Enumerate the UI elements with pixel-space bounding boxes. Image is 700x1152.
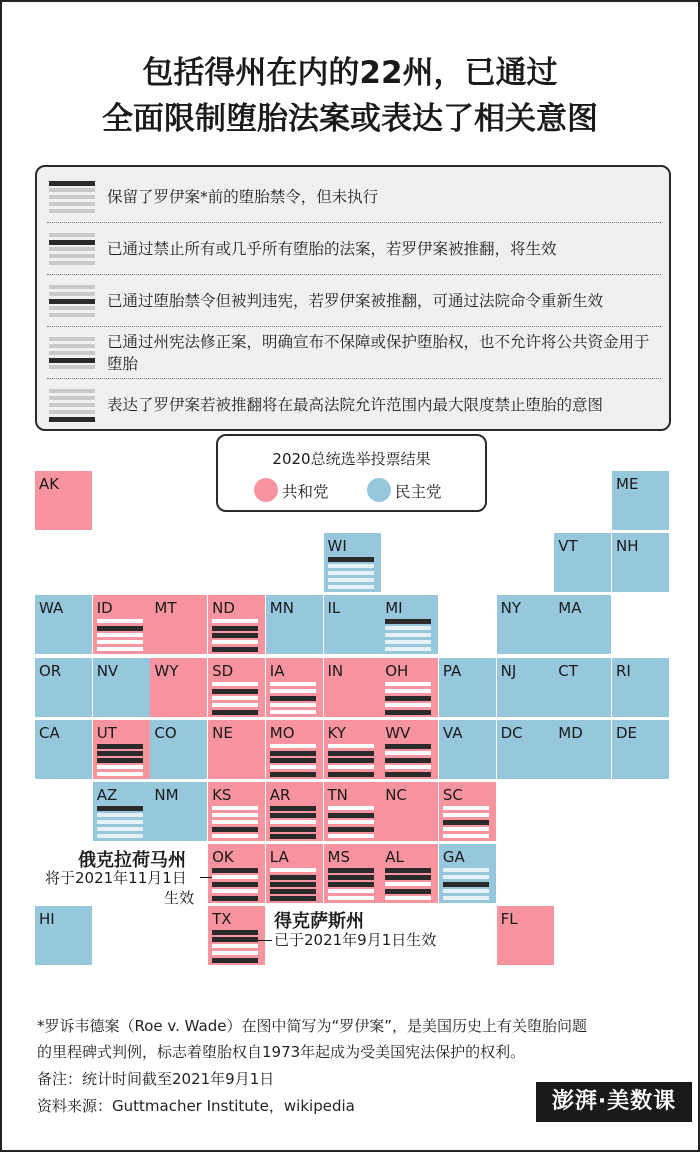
- legend-bar-active: [49, 181, 95, 186]
- category-bar: [443, 834, 489, 838]
- category-bar-active: [212, 868, 258, 873]
- legend-bar: [49, 365, 95, 369]
- category-bar: [385, 703, 431, 707]
- legend-bar: [49, 254, 95, 258]
- title-line-2: 全面限制堕胎法案或表达了相关意图: [102, 101, 598, 137]
- oklahoma-annotation-line1: 将于2021年11月1日: [45, 869, 187, 887]
- legend-bar: [49, 389, 95, 393]
- state-abbr: NE: [212, 723, 233, 742]
- legend-bar: [49, 233, 95, 237]
- state-tile-ar: [266, 782, 323, 841]
- category-bar-active: [212, 633, 258, 638]
- state-category-bars: [328, 868, 374, 900]
- category-bar: [328, 806, 374, 810]
- state-category-bars: [212, 930, 258, 962]
- state-category-bars: [270, 744, 316, 776]
- category-bar: [212, 619, 258, 623]
- category-bar-active: [385, 875, 431, 880]
- category-bar: [270, 710, 316, 714]
- oklahoma-leader-line: [200, 877, 212, 878]
- category-bar-active: [385, 889, 431, 894]
- state-tile-vt: [554, 533, 611, 592]
- category-bar: [97, 834, 143, 838]
- state-abbr: UT: [96, 723, 117, 742]
- legend-text: 已通过堕胎禁令但被判违宪，若罗伊案被推翻，可通过法院命令重新生效: [107, 291, 604, 310]
- legend-bar: [49, 209, 95, 213]
- category-bar-active: [97, 751, 143, 756]
- category-legend: [35, 165, 671, 431]
- state-abbr: OH: [385, 661, 409, 680]
- state-abbr: SD: [212, 661, 234, 680]
- category-bar: [328, 744, 374, 748]
- state-abbr: IA: [269, 661, 285, 680]
- category-bar: [212, 682, 258, 686]
- state-abbr: DE: [616, 723, 638, 742]
- category-bar-active: [328, 772, 374, 777]
- state-category-bars: [443, 806, 489, 838]
- texas-annotation-title: 得克萨斯州: [274, 911, 364, 932]
- category-bar: [385, 647, 431, 651]
- state-tile-wv: [381, 720, 438, 779]
- category-bar-active: [328, 827, 374, 832]
- legend-bar: [49, 306, 95, 310]
- legend-row-0: [47, 171, 661, 223]
- category-bar-active: [270, 896, 316, 901]
- category-bar: [443, 827, 489, 831]
- category-bar-active: [270, 889, 316, 894]
- category-bar-active: [328, 751, 374, 756]
- state-abbr: TX: [212, 910, 232, 929]
- state-abbr: IL: [327, 599, 341, 618]
- party-legend-title: 2020总统选举投票结果: [272, 450, 431, 468]
- legend-bar: [49, 396, 95, 400]
- category-bar-active: [385, 710, 431, 715]
- state-abbr: MD: [558, 723, 583, 742]
- state-abbr: NV: [96, 661, 119, 680]
- category-bar-active: [385, 619, 431, 624]
- category-bar-active: [385, 744, 431, 749]
- state-category-bars: [97, 806, 143, 838]
- category-bar-active: [212, 937, 258, 942]
- state-abbr: MS: [327, 848, 350, 867]
- category-bar-active: [270, 827, 316, 832]
- category-bar: [328, 896, 374, 900]
- state-abbr: VA: [442, 723, 463, 742]
- state-abbr: MT: [154, 599, 177, 618]
- state-abbr: KS: [212, 786, 232, 804]
- state-tile-in: [324, 658, 381, 717]
- state-category-bars: [97, 619, 143, 651]
- category-bar-active: [328, 758, 374, 763]
- state-tile-hi: [35, 906, 92, 965]
- legend-bar-active: [49, 240, 95, 245]
- state-category-bars: [328, 744, 374, 776]
- category-bar-active: [270, 758, 316, 763]
- state-abbr: OR: [39, 661, 62, 680]
- oklahoma-annotation-title: 俄克拉荷马州: [78, 850, 186, 871]
- legend-row-4: [47, 379, 661, 431]
- legend-bar: [49, 403, 95, 407]
- category-bar: [270, 820, 316, 824]
- state-tile-wa: [35, 595, 92, 654]
- state-abbr: ME: [616, 475, 639, 493]
- state-tile-nh: [612, 533, 669, 592]
- category-bar-active: [212, 827, 258, 832]
- category-bar: [212, 813, 258, 817]
- category-bar-active: [385, 868, 431, 873]
- category-bar-active: [270, 772, 316, 777]
- state-category-bars: [443, 868, 489, 900]
- footnote-note: 备注：统计时间截至2021年9月1日: [37, 1070, 275, 1088]
- category-bar-active: [328, 813, 374, 818]
- category-bar: [97, 813, 143, 817]
- footnote-line-1: *罗诉韦德案（Roe v. Wade）在图中简写为“罗伊案”，是美国历史上有关堕胎问题: [37, 1017, 588, 1035]
- legend-bar: [49, 410, 95, 414]
- state-category-bars: [270, 868, 316, 900]
- legend-text: 表达了罗伊案若被推翻将在最高法院允许范围内最大限度禁止堕胎的意图: [107, 396, 604, 414]
- state-tile-id: [93, 595, 150, 654]
- category-bar: [97, 619, 143, 623]
- legend-bar: [49, 292, 95, 296]
- state-tile-ny: [497, 595, 554, 654]
- state-category-bars: [97, 744, 143, 776]
- state-abbr: ND: [212, 599, 235, 618]
- category-bar: [328, 585, 374, 589]
- state-tile-ky: [324, 720, 381, 779]
- category-bar-active: [212, 689, 258, 694]
- legend-bars-icon: [49, 181, 95, 215]
- legend-bar: [49, 247, 95, 251]
- category-bar: [385, 633, 431, 637]
- category-bar-active: [328, 882, 374, 887]
- category-bar: [385, 640, 431, 644]
- democrat-dot-icon: [367, 478, 391, 502]
- category-bar-active: [328, 875, 374, 880]
- state-abbr: MI: [385, 599, 403, 618]
- category-bar: [328, 834, 374, 838]
- state-tile-oh: [381, 658, 438, 717]
- category-bar: [270, 689, 316, 693]
- category-bar: [270, 744, 316, 748]
- category-bar-active: [212, 958, 258, 963]
- state-tile-me: [612, 471, 669, 530]
- legend-bar-active: [49, 417, 95, 422]
- state-abbr: CA: [39, 723, 60, 742]
- category-bar: [328, 820, 374, 824]
- legend-bars-icon: [49, 285, 95, 319]
- legend-row-2: [47, 275, 661, 327]
- republican-dot-icon: [254, 478, 278, 502]
- category-bar: [385, 882, 431, 886]
- state-tile-il: [324, 595, 381, 654]
- state-tile-mo: [266, 720, 323, 779]
- category-bar-active: [443, 882, 489, 887]
- category-bar: [385, 751, 431, 755]
- state-category-bars: [385, 682, 431, 714]
- legend-bar: [49, 285, 95, 289]
- state-category-bars: [385, 868, 431, 900]
- category-bar-active: [328, 868, 374, 873]
- footnote-source: 资料来源：Guttmacher Institute，wikipedia: [37, 1097, 355, 1115]
- state-abbr: NY: [500, 599, 521, 618]
- legend-text: 保留了罗伊案*前的堕胎禁令，但未执行: [107, 187, 379, 206]
- state-abbr: MA: [558, 599, 582, 618]
- party-legend: [216, 434, 487, 512]
- category-bar-active: [385, 696, 431, 701]
- category-bar: [212, 640, 258, 644]
- state-tile-ks: [208, 782, 265, 841]
- category-bar: [97, 772, 143, 776]
- category-bar-active: [212, 626, 258, 631]
- republican-label: 共和党: [282, 483, 329, 501]
- category-bar: [212, 834, 258, 838]
- state-tile-de: [612, 720, 669, 779]
- category-bar-active: [270, 696, 316, 701]
- category-bar: [385, 626, 431, 630]
- state-tile-sd: [208, 658, 265, 717]
- state-tile-or: [35, 658, 92, 717]
- category-bar-active: [212, 882, 258, 887]
- state-abbr: AR: [269, 786, 291, 804]
- state-abbr: MO: [269, 723, 295, 742]
- category-bar: [443, 896, 489, 900]
- state-category-bars: [212, 868, 258, 900]
- state-category-bars: [328, 557, 374, 589]
- state-abbr: LA: [269, 848, 289, 867]
- legend-bars-icon: [49, 337, 95, 371]
- state-tile-ne: [208, 720, 265, 779]
- state-abbr: AK: [39, 475, 60, 493]
- category-bar: [97, 647, 143, 651]
- state-abbr: HI: [39, 910, 55, 929]
- category-bar: [385, 682, 431, 686]
- state-tile-ma: [554, 595, 611, 654]
- state-abbr: RI: [616, 661, 631, 680]
- category-bar: [212, 820, 258, 824]
- state-abbr: WY: [154, 661, 179, 680]
- category-bar: [328, 889, 374, 893]
- state-abbr: NC: [385, 786, 407, 804]
- state-tile-nv: [93, 658, 150, 717]
- legend-bar: [49, 188, 95, 192]
- category-bar-active: [97, 806, 143, 811]
- state-abbr: DC: [500, 723, 523, 742]
- state-tile-ca: [35, 720, 92, 779]
- state-tile-nj: [497, 658, 554, 717]
- state-abbr: KY: [327, 723, 346, 742]
- state-tile-va: [439, 720, 496, 779]
- state-category-bars: [212, 682, 258, 714]
- category-bar-active: [443, 820, 489, 825]
- state-abbr: SC: [442, 786, 463, 804]
- category-bar: [97, 765, 143, 769]
- legend-bar: [49, 351, 95, 355]
- category-bar: [212, 875, 258, 879]
- category-bar-active: [270, 813, 316, 818]
- legend-row-3: [47, 327, 661, 379]
- category-bar: [270, 868, 316, 872]
- legend-bar-active: [49, 358, 95, 363]
- state-abbr: CT: [558, 661, 578, 680]
- state-abbr: OK: [212, 848, 234, 867]
- state-tile-ga: [439, 844, 496, 903]
- state-tile-ia: [266, 658, 323, 717]
- state-abbr: NJ: [500, 661, 517, 680]
- category-bar: [212, 703, 258, 707]
- legend-bar: [49, 202, 95, 206]
- legend-bar-active: [49, 299, 95, 304]
- legend-bars-icon: [49, 233, 95, 267]
- category-bar-active: [97, 758, 143, 763]
- category-bar: [328, 578, 374, 582]
- state-tile-ak: [35, 471, 92, 530]
- state-tile-la: [266, 844, 323, 903]
- state-tile-co: [150, 720, 207, 779]
- category-bar: [443, 889, 489, 893]
- state-tile-wy: [150, 658, 207, 717]
- state-tile-sc: [439, 782, 496, 841]
- category-bar: [212, 944, 258, 948]
- category-bar: [385, 896, 431, 900]
- category-bar-active: [212, 896, 258, 901]
- category-bar: [212, 889, 258, 893]
- category-bar: [97, 633, 143, 637]
- legend-bar: [49, 313, 95, 317]
- category-bar-active: [270, 834, 316, 839]
- category-bar: [443, 868, 489, 872]
- category-bar: [97, 640, 143, 644]
- category-bar-active: [97, 626, 143, 631]
- state-abbr: WA: [39, 599, 64, 618]
- legend-text: 已通过州宪法修正案，明确宣布不保障或保护堕胎权，也不允许将公共资金用于堕胎: [107, 332, 650, 373]
- category-bar: [328, 571, 374, 575]
- state-category-bars: [212, 806, 258, 838]
- state-category-bars: [385, 744, 431, 776]
- brand-logo: 澎湃·美数课: [536, 1082, 692, 1122]
- category-bar-active: [212, 930, 258, 935]
- category-bar: [385, 689, 431, 693]
- legend-bars-icon: [49, 389, 95, 423]
- legend-row-1: [47, 223, 661, 275]
- title-line-1: 包括得州在内的22州，已通过: [142, 55, 558, 91]
- oklahoma-annotation-line2: 生效: [164, 889, 195, 907]
- state-tile-mn: [266, 595, 323, 654]
- state-tile-tn: [324, 782, 381, 841]
- state-tile-ok: [208, 844, 265, 903]
- state-tile-ut: [93, 720, 150, 779]
- category-bar: [97, 820, 143, 824]
- category-bar-active: [270, 751, 316, 756]
- category-bar-active: [270, 806, 316, 811]
- state-tile-al: [381, 844, 438, 903]
- state-tile-mt: [150, 595, 207, 654]
- category-bar: [443, 806, 489, 810]
- category-bar-active: [270, 875, 316, 880]
- state-tile-az: [93, 782, 150, 841]
- state-abbr: WV: [385, 723, 411, 742]
- texas-leader-line: [258, 940, 272, 941]
- state-tile-ri: [612, 658, 669, 717]
- state-abbr: ID: [96, 599, 113, 618]
- state-category-bars: [328, 806, 374, 838]
- state-abbr: NM: [154, 786, 179, 804]
- state-abbr: FL: [500, 910, 518, 929]
- state-tile-ms: [324, 844, 381, 903]
- state-abbr: VT: [558, 537, 578, 556]
- state-tile-md: [554, 720, 611, 779]
- legend-bar: [49, 261, 95, 265]
- state-category-bars: [212, 619, 258, 651]
- state-abbr: CO: [154, 723, 177, 742]
- category-bar: [443, 813, 489, 817]
- category-bar: [270, 765, 316, 769]
- state-abbr: MN: [269, 599, 294, 618]
- category-bar-active: [270, 882, 316, 887]
- legend-text: 已通过禁止所有或几乎所有堕胎的法案，若罗伊案被推翻，将生效: [107, 239, 557, 258]
- category-bar: [212, 696, 258, 700]
- state-tile-pa: [439, 658, 496, 717]
- state-tile-dc: [497, 720, 554, 779]
- texas-annotation-line1: 已于2021年9月1日生效: [274, 931, 437, 949]
- state-abbr: PA: [442, 661, 462, 680]
- state-tile-nc: [381, 782, 438, 841]
- state-tile-mi: [381, 595, 438, 654]
- category-bar: [270, 703, 316, 707]
- state-tile-nd: [208, 595, 265, 654]
- legend-bar: [49, 344, 95, 348]
- state-tile-ct: [554, 658, 611, 717]
- state-category-bars: [270, 682, 316, 714]
- state-tile-nm: [150, 782, 207, 841]
- state-tile-tx: [208, 906, 265, 965]
- state-category-bars: [385, 619, 431, 651]
- state-abbr: AZ: [96, 786, 118, 804]
- category-bar-active: [385, 772, 431, 777]
- legend-bar: [49, 337, 95, 341]
- state-abbr: IN: [327, 661, 344, 680]
- category-bar: [328, 765, 374, 769]
- state-abbr: NH: [616, 537, 639, 556]
- category-bar-active: [385, 758, 431, 763]
- category-bar: [212, 806, 258, 810]
- state-tile-wi: [324, 533, 381, 592]
- category-bar: [328, 564, 374, 568]
- category-bar: [270, 682, 316, 686]
- state-abbr: GA: [442, 848, 465, 867]
- category-bar-active: [212, 647, 258, 652]
- state-abbr: WI: [327, 537, 347, 556]
- state-abbr: TN: [327, 786, 348, 804]
- category-bar-active: [212, 710, 258, 715]
- category-bar-active: [97, 744, 143, 749]
- state-abbr: AL: [385, 848, 404, 867]
- state-tile-fl: [497, 906, 554, 965]
- footnote-line-2: 的里程碑式判例，标志着堕胎权自1973年起成为受美国宪法保护的权利。: [37, 1043, 526, 1061]
- category-bar: [97, 827, 143, 831]
- state-category-bars: [270, 806, 316, 838]
- legend-bar: [49, 195, 95, 199]
- democrat-label: 民主党: [395, 483, 442, 501]
- category-bar: [385, 765, 431, 769]
- category-bar-active: [328, 557, 374, 562]
- category-bar: [443, 875, 489, 879]
- category-bar: [212, 951, 258, 955]
